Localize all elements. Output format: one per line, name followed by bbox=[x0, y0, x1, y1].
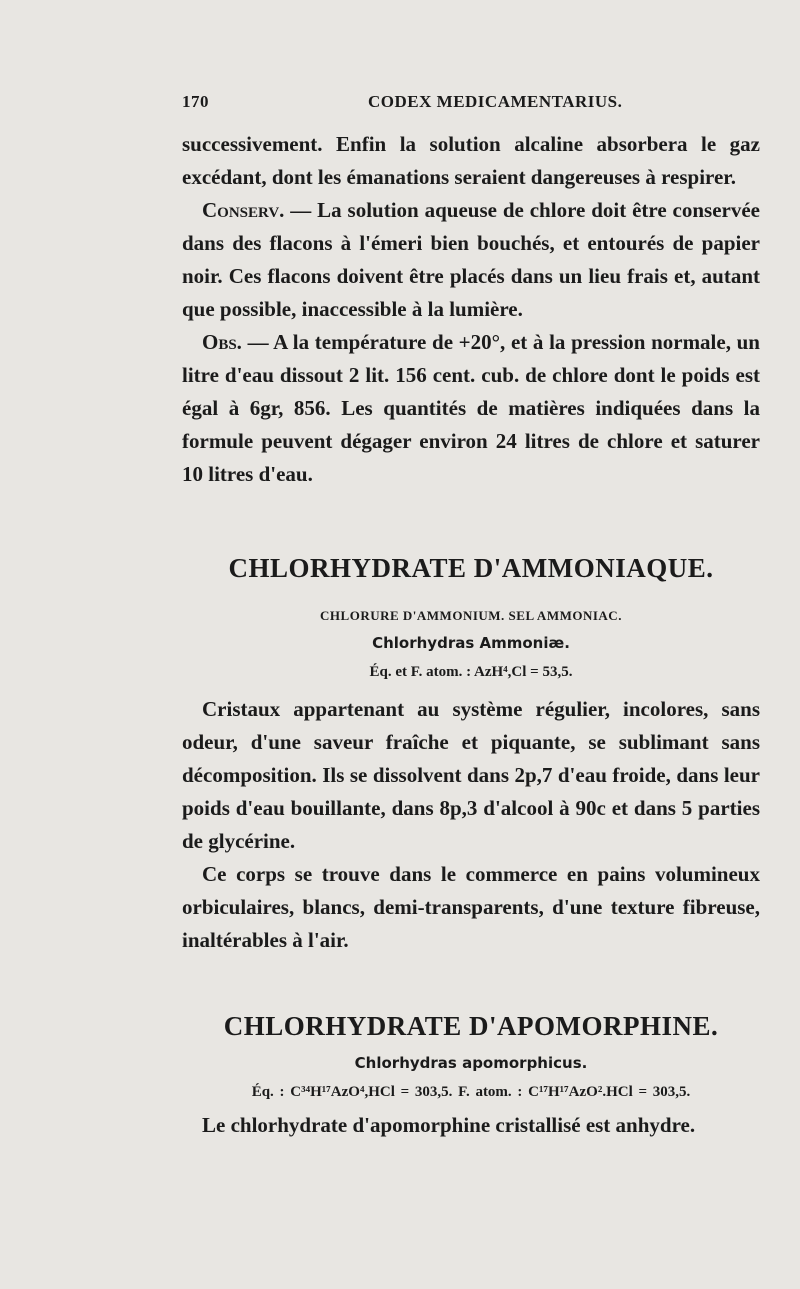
section-subtitle-ammoniaque: CHLORURE D'AMMONIUM. SEL AMMONIAC. bbox=[320, 608, 622, 623]
paragraph-ammoniaque-properties: Cristaux appartenant au système régulier, incolores, sans odeur, d'une saveur fraîche et piquante, se sublimant sans décomposition. Ils se dissolvent dans 2p,7 d'eau froide, dans leur poids d'eau bouillante, dans 8p,3 d'alcool à 90c et dans 5 parties de glycérine. bbox=[182, 697, 760, 853]
label-obs: Obs. bbox=[202, 330, 242, 354]
section-title-ammoniaque: CHLORHYDRATE D'AMMONIAQUE. bbox=[228, 553, 714, 583]
latin-name-apomorphine: Chlorhydras apomorphicus. bbox=[354, 1054, 588, 1072]
paragraph-apomorphine: Le chlorhydrate d'apomorphine cristallisé est anhydre. bbox=[202, 1113, 696, 1137]
paragraph-observation bbox=[182, 326, 760, 491]
conservation-text: — La solution aqueuse de chlore doit être conservée dans des flacons à l'émeri bien bouchés, et entourés de papier noir. Ces flacons doivent être placés dans un lieu frais et, autant que possible, inaccessible à la lumière. bbox=[182, 198, 760, 321]
observation-text: — A la température de +20°, et à la pression normale, un litre d'eau dissout 2 lit. 156 cent. cub. de chlore dont le poids est égal à 6gr, 856. Les quantités de matières indiquées dans la formule peuvent dégager environ 24 litres de chlore et saturer 10 litres d'eau. bbox=[182, 330, 760, 486]
paragraph-ammoniaque-commerce: Ce corps se trouve dans le commerce en pains volumineux orbiculaires, blancs, demi-transparents, d'une texture fibreuse, inaltérables à l'air. bbox=[182, 862, 760, 952]
paragraph-conservation bbox=[182, 194, 760, 326]
equation-ammoniaque: Éq. et F. atom. : AzH⁴,Cl = 53,5. bbox=[369, 664, 573, 680]
page-number: 170 bbox=[182, 92, 209, 111]
label-conserv: Conserv. bbox=[202, 198, 285, 222]
spacer bbox=[182, 491, 760, 551]
running-header bbox=[182, 92, 762, 116]
equation-apomorphine: Éq. : C³⁴H¹⁷AzO⁴,HCl = 303,5. F. atom. : C¹⁷H¹⁷AzO².HCl = 303,5. bbox=[251, 1084, 691, 1100]
section-title-apomorphine: CHLORHYDRATE D'APOMORPHINE. bbox=[223, 1011, 719, 1041]
page-body bbox=[182, 128, 760, 1142]
spacer bbox=[182, 957, 760, 1009]
latin-name-ammoniaque: Chlorhydras Ammoniæ. bbox=[372, 634, 570, 652]
paragraph-continuation: successivement. Enfin la solution alcaline absorbera le gaz excédant, dont les émanations seraient dangereuses à respirer. bbox=[182, 132, 760, 189]
running-title: CODEX MEDICAMENTARIUS. bbox=[368, 92, 623, 111]
